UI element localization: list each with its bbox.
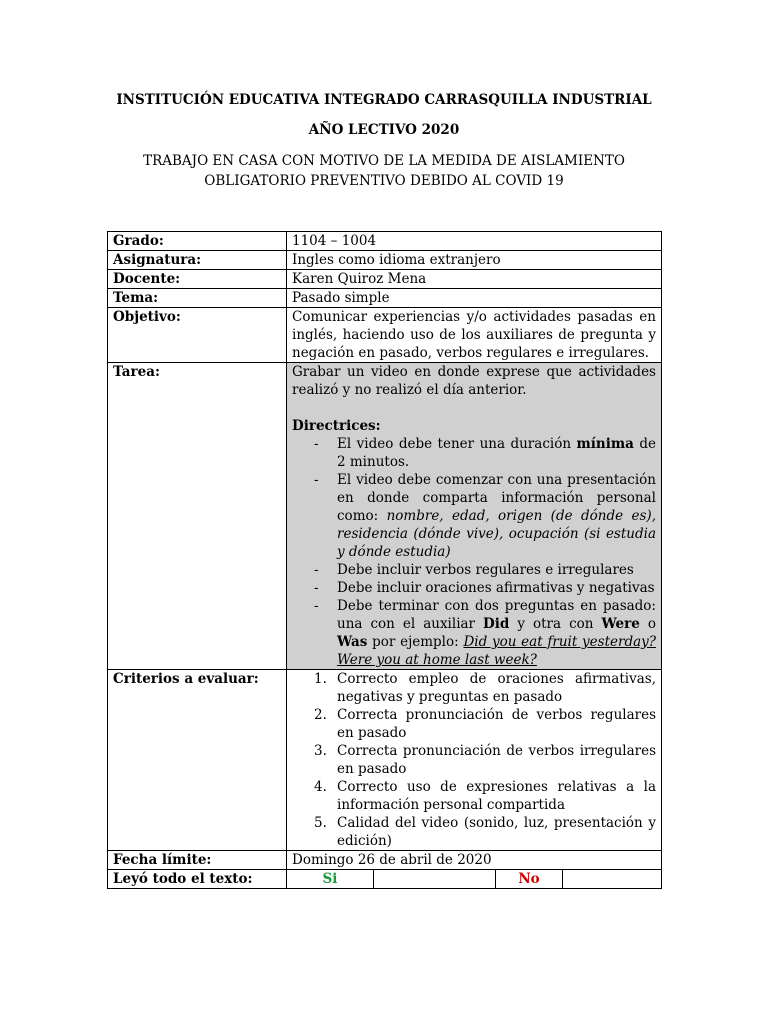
row-tema (108, 289, 662, 308)
leyo-label: Leyó todo el texto: (108, 870, 287, 889)
no-option-label: No (496, 870, 563, 888)
list-item: - Debe incluir verbos regulares e irregulares (292, 561, 656, 579)
row-docente (108, 270, 662, 289)
asignatura-label: Asignatura: (108, 251, 287, 270)
list-item: - El video debe tener una duración mínima de 2 minutos. (292, 435, 656, 471)
objetivo-label: Objetivo: (108, 308, 287, 363)
criterios-label: Criterios a evaluar: (108, 670, 287, 851)
objetivo-value: Comunicar experiencias y/o actividades pasadas en inglés, haciendo uso de los auxiliares de pregunta y negación en pasado, verbos regulares e irregulares. (287, 308, 662, 363)
row-grado (108, 232, 662, 251)
grado-value: 1104 – 1004 (287, 232, 662, 251)
year-title: AÑO LECTIVO 2020 (308, 122, 460, 138)
directrices-list (292, 435, 656, 669)
tarea-intro: Grabar un video en donde exprese que actividades realizó y no realizó el día anterior. (292, 364, 656, 398)
row-fecha (108, 851, 662, 870)
si-option-label: Si (322, 871, 338, 887)
docente-value: Karen Quiroz Mena (287, 270, 662, 289)
criterios-list (292, 670, 656, 850)
row-leyo (108, 870, 662, 889)
asignatura-value: Ingles como idioma extranjero (287, 251, 662, 270)
leyo-options (287, 870, 662, 889)
docente-label: Docente: (108, 270, 287, 289)
row-asignatura (108, 251, 662, 270)
subtitle (0, 151, 768, 191)
fecha-label: Fecha límite: (108, 851, 287, 870)
list-item: - Debe incluir oraciones afirmativas y negativas (292, 579, 656, 597)
criterios-value (287, 670, 662, 851)
subtitle-line-2: OBLIGATORIO PREVENTIVO DEBIDO AL COVID 19 (204, 173, 564, 189)
list-item: 1. Correcto empleo de oraciones afirmativas, negativas y preguntas en pasado (314, 671, 656, 705)
tarea-label: Tarea: (108, 363, 287, 670)
tema-value: Pasado simple (287, 289, 662, 308)
list-item: - El video debe comenzar con una presentación en donde comparta información personal como: nombre, edad, origen (de dónde es), residencia (dónde vive), ocupación (si estudia y dónde estudia) (292, 471, 656, 561)
list-item: 4. Correcto uso de expresiones relativas a la información personal compartida (314, 779, 656, 813)
row-tarea (108, 363, 662, 670)
tema-label: Tema: (108, 289, 287, 308)
subtitle-line-1: TRABAJO EN CASA CON MOTIVO DE LA MEDIDA DE AISLAMIENTO (143, 153, 625, 169)
example-questions: Did you eat fruit yesterday? Were you at home last week? (337, 634, 656, 668)
no-checkbox-cell[interactable] (563, 870, 662, 888)
list-item: 3. Correcta pronunciación de verbos irregulares en pasado (314, 743, 656, 777)
grado-label: Grado: (108, 232, 287, 251)
fecha-value: Domingo 26 de abril de 2020 (287, 851, 662, 870)
si-checkbox-cell[interactable] (374, 870, 496, 888)
list-item: 2. Correcta pronunciación de verbos regulares en pasado (314, 707, 656, 741)
info-table (107, 231, 662, 889)
list-item: 5. Calidad del video (sonido, luz, presentación y edición) (314, 815, 656, 849)
list-item: - Debe terminar con dos preguntas en pasado: una con el auxiliar Did y otra con Were o Was por ejemplo: Did you eat fruit yesterday? Were you at home last week? (292, 597, 656, 669)
row-criterios (108, 670, 662, 851)
row-objetivo (108, 308, 662, 363)
institution-title: INSTITUCIÓN EDUCATIVA INTEGRADO CARRASQUILLA INDUSTRIAL (116, 92, 652, 108)
directrices-title: Directrices: (292, 418, 381, 434)
tarea-value (287, 363, 662, 670)
